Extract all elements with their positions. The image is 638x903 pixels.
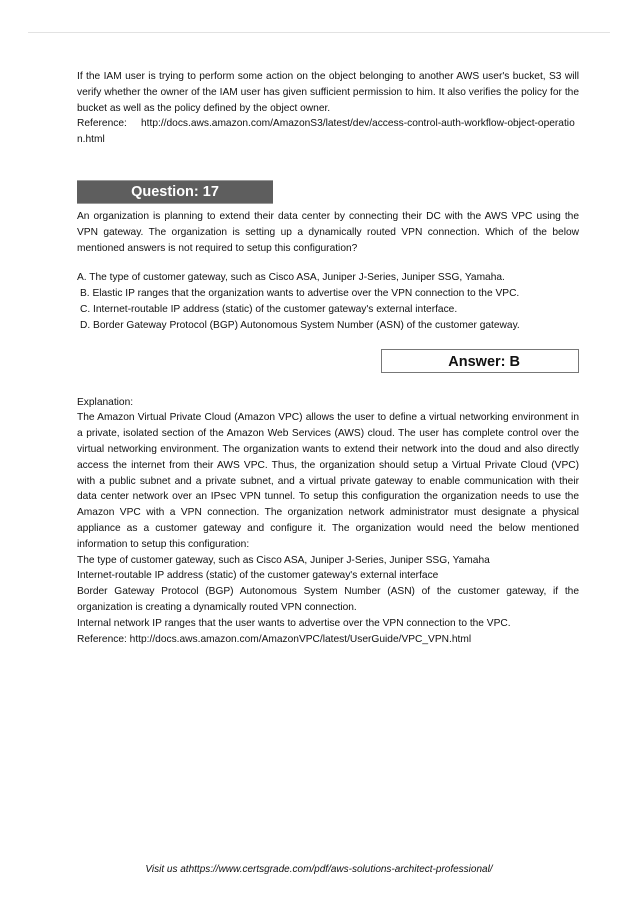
intro-reference (77, 116, 579, 148)
option-c: C. Internet-routable IP address (static) of the customer gateway's external interface. (80, 303, 458, 315)
intro-paragraph: If the IAM user is trying to perform some action on the object belonging to another AWS user's bucket, S3 will verify whether the owner of the IAM user has given sufficient permission to him. It also verifies the policy for the bucket as well as the policy defined by the object owner. (77, 71, 579, 114)
explanation-reference[interactable]: Reference: http://docs.aws.amazon.com/AmazonVPC/latest/UserGuide/VPC_VPN.html (77, 633, 472, 645)
explanation-paragraph: The Amazon Virtual Private Cloud (Amazon VPC) allows the user to define a virtual networking environment in a private, isolated section of the Amazon Web Services (AWS) cloud. The user has complete control over the virtual networking environment. The organization wants to extend their network into the doud and also directly access the internet from their AWS VPC. Thus, the organization should setup a Virtual Private Cloud (VPC) with a public subnet and a private subnet, and a virtual private gateway to enable communication with their data center network over an IPsec VPN tunnel. To setup this configuration the organization needs to use the Amazon VPC with a VPN connection. The organization network administrator must designate a physical appliance as a customer gateway and configure it. The organization would need the below mentioned information to setup this configuration: (77, 412, 579, 550)
option-d: D. Border Gateway Protocol (BGP) Autonomous System Number (ASN) of the customer gateway. (80, 319, 520, 331)
answer-options (77, 270, 579, 333)
question-text: An organization is planning to extend their data center by connecting their DC with the AWS VPC using the VPN gateway. The organization is setting up a dynamically routed VPN connection. Which of the below mentioned answers is not required to setup this configuration? (77, 210, 579, 254)
explanation-section (77, 395, 579, 648)
reference-label: Reference: (77, 118, 127, 130)
explanation-line-4: Internal network IP ranges that the user wants to advertise over the VPN connection to the VPC. (77, 617, 511, 629)
answer-row (77, 349, 579, 373)
footer-link[interactable]: Visit us athttps://www.certsgrade.com/pdf/aws-solutions-architect-professional/ (145, 864, 493, 875)
explanation-line-3: Border Gateway Protocol (BGP) Autonomous System Number (ASN) of the customer gateway, if the organization is creating a dynamically routed VPN connection. (77, 586, 579, 613)
answer-box: Answer: B (381, 349, 579, 373)
question-title: Question: 17 (77, 180, 273, 204)
option-b: B. Elastic IP ranges that the organization wants to advertise over the VPN connection to the VPC. (80, 288, 520, 300)
page-content (77, 69, 579, 647)
explanation-line-2: Internet-routable IP address (static) of the customer gateway's external interface (77, 570, 439, 582)
explanation-heading: Explanation: (77, 396, 134, 408)
header-divider (28, 32, 610, 33)
explanation-line-1: The type of customer gateway, such as Cisco ASA, Juniper J-Series, Juniper SSG, Yamaha (77, 554, 490, 566)
reference-url[interactable]: http://docs.aws.amazon.com/AmazonS3/latest/dev/access-control-auth-workflow-object-operation.html (77, 118, 575, 146)
option-a: A. The type of customer gateway, such as Cisco ASA, Juniper J-Series, Juniper SSG, Yamaha. (77, 272, 505, 284)
